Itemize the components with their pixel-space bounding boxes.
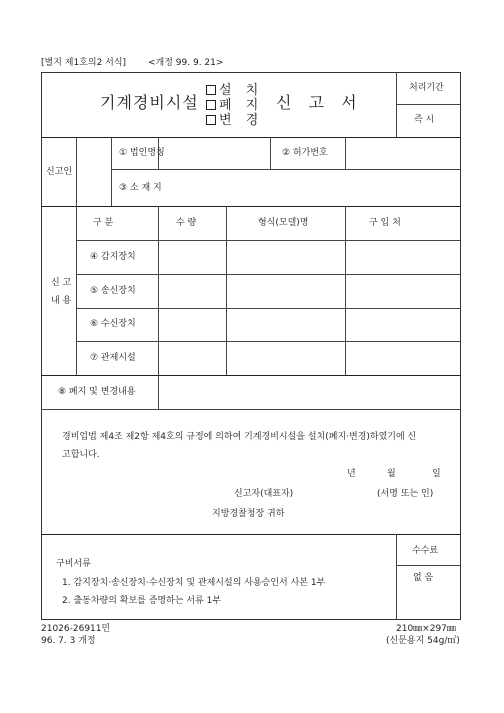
col-header-model: 형식(모델)명 xyxy=(258,218,309,228)
option-change[interactable]: 변 경 xyxy=(206,109,263,124)
divider xyxy=(41,534,461,535)
divider xyxy=(76,240,461,241)
title-options xyxy=(206,79,264,128)
date-year: 년 xyxy=(347,469,356,479)
divider xyxy=(396,534,397,620)
document-item: 1. 감지장치·송신장치·수신장치 및 관제시설의 사용승인서 사본 1부 xyxy=(62,578,326,588)
date-day: 일 xyxy=(432,469,441,479)
fee-label: 수수료 xyxy=(412,546,439,556)
col-header-category: 구 분 xyxy=(93,218,114,228)
option-abolish[interactable]: 폐 지 xyxy=(206,94,263,109)
divider xyxy=(396,104,461,105)
corp-name-field[interactable] xyxy=(160,139,268,167)
processing-period-value: 즉 시 xyxy=(414,115,435,125)
divider xyxy=(396,565,461,566)
divider xyxy=(76,137,77,375)
revision-label: <개정 99. 9. 21> xyxy=(148,58,224,68)
change-details-field[interactable] xyxy=(160,377,459,407)
address-label: ③ 소 재 지 xyxy=(119,183,162,193)
form-code: 21026-26911민 xyxy=(41,624,111,634)
divider xyxy=(226,206,227,375)
divider xyxy=(76,308,461,309)
option-install[interactable]: 설 치 xyxy=(206,79,263,94)
divider xyxy=(76,341,461,342)
divider xyxy=(41,375,461,376)
divider xyxy=(158,206,159,375)
date-month: 월 xyxy=(387,469,396,479)
divider xyxy=(270,137,271,169)
divider xyxy=(76,274,461,275)
divider xyxy=(41,409,461,410)
divider xyxy=(158,375,159,409)
reporter-section-label: 신고인 xyxy=(46,167,73,177)
divider xyxy=(345,206,346,375)
col-header-supplier: 구 입 처 xyxy=(369,218,401,228)
fee-value: 없 음 xyxy=(413,573,434,583)
corp-name-label: ① 법인명칭 xyxy=(119,148,165,158)
row-label-control: ⑦ 관제시설 xyxy=(90,353,136,363)
permit-no-field[interactable] xyxy=(347,139,459,167)
content-section-label: 신 고 xyxy=(51,278,72,288)
row-label-sensor: ④ 감지장치 xyxy=(90,252,136,262)
col-header-quantity: 수 량 xyxy=(176,218,197,228)
applicant-label: 신고자(대표자) xyxy=(234,489,294,499)
documents-heading: 구비서류 xyxy=(56,559,91,569)
declaration-text: 경비업법 제4조 제2항 제4호의 규정에 의하여 기계경비시설을 설치(폐지·변경)하였기에 신 xyxy=(62,432,417,442)
paper-size: 210㎜×297㎜ xyxy=(396,624,456,634)
document-item: 2. 출동차량의 확보를 증명하는 서류 1부 xyxy=(62,596,222,606)
recipient: 지방경찰청장 귀하 xyxy=(212,509,285,519)
processing-period-label: 처리기간 xyxy=(409,83,444,93)
divider xyxy=(111,137,112,206)
row-label-transmitter: ⑤ 송신장치 xyxy=(90,286,136,296)
signature-label: (서명 또는 인) xyxy=(377,489,434,499)
divider xyxy=(41,137,461,138)
permit-no-label: ② 허가번호 xyxy=(282,148,328,158)
declaration-text: 고합니다. xyxy=(62,450,100,460)
divider xyxy=(396,72,397,137)
change-details-label: ⑧ 폐지 및 변경내용 xyxy=(58,387,136,397)
row-label-receiver: ⑥ 수신장치 xyxy=(90,319,136,329)
attachment-label: [별지 제1호의2 서식] xyxy=(41,58,127,68)
paper-type: (신문용지 54g/㎡) xyxy=(386,636,460,646)
divider xyxy=(345,137,346,169)
divider xyxy=(41,206,461,207)
form-title-suffix: 신 고 서 xyxy=(276,93,363,112)
content-section-label: 내 용 xyxy=(51,296,72,306)
form-title: 기계경비시설 xyxy=(100,93,199,112)
divider xyxy=(111,169,461,170)
address-field[interactable] xyxy=(160,171,459,204)
checkbox-icon xyxy=(206,115,216,125)
revised-date: 96. 7. 3 개정 xyxy=(41,636,96,646)
